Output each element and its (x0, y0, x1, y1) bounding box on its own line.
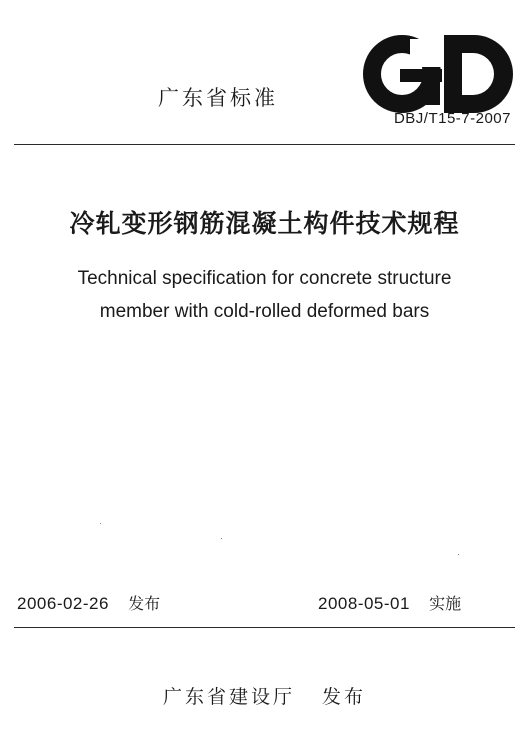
footer-divider (14, 627, 515, 628)
publish-date: 2006-02-26 (17, 594, 109, 613)
speck (221, 538, 222, 539)
gd-logo (362, 33, 520, 115)
effective-label: 实施 (429, 594, 462, 613)
speck (458, 554, 459, 555)
title-english-line2: member with cold-rolled deformed bars (99, 301, 430, 322)
publish-label: 发布 (128, 594, 161, 613)
publish-date-group (17, 591, 160, 614)
standard-type-label: 广东省标准 (158, 86, 278, 110)
effective-date: 2008-05-01 (318, 594, 410, 613)
logo-letter-g (372, 39, 444, 105)
title-chinese: 冷轧变形钢筋混凝土构件技术规程 (69, 209, 460, 238)
logo-letter-d (444, 35, 513, 113)
standard-code: DBJ/T15-7-2007 (393, 110, 511, 127)
issuer-name: 广东省建设厅 (162, 686, 295, 708)
issuer-line (0, 682, 529, 709)
header-divider (14, 144, 515, 145)
title-english-line1: Technical specification for concrete structure (77, 268, 452, 289)
effective-date-group (318, 591, 461, 614)
issuer-action: 发布 (322, 686, 367, 708)
speck (100, 523, 101, 524)
